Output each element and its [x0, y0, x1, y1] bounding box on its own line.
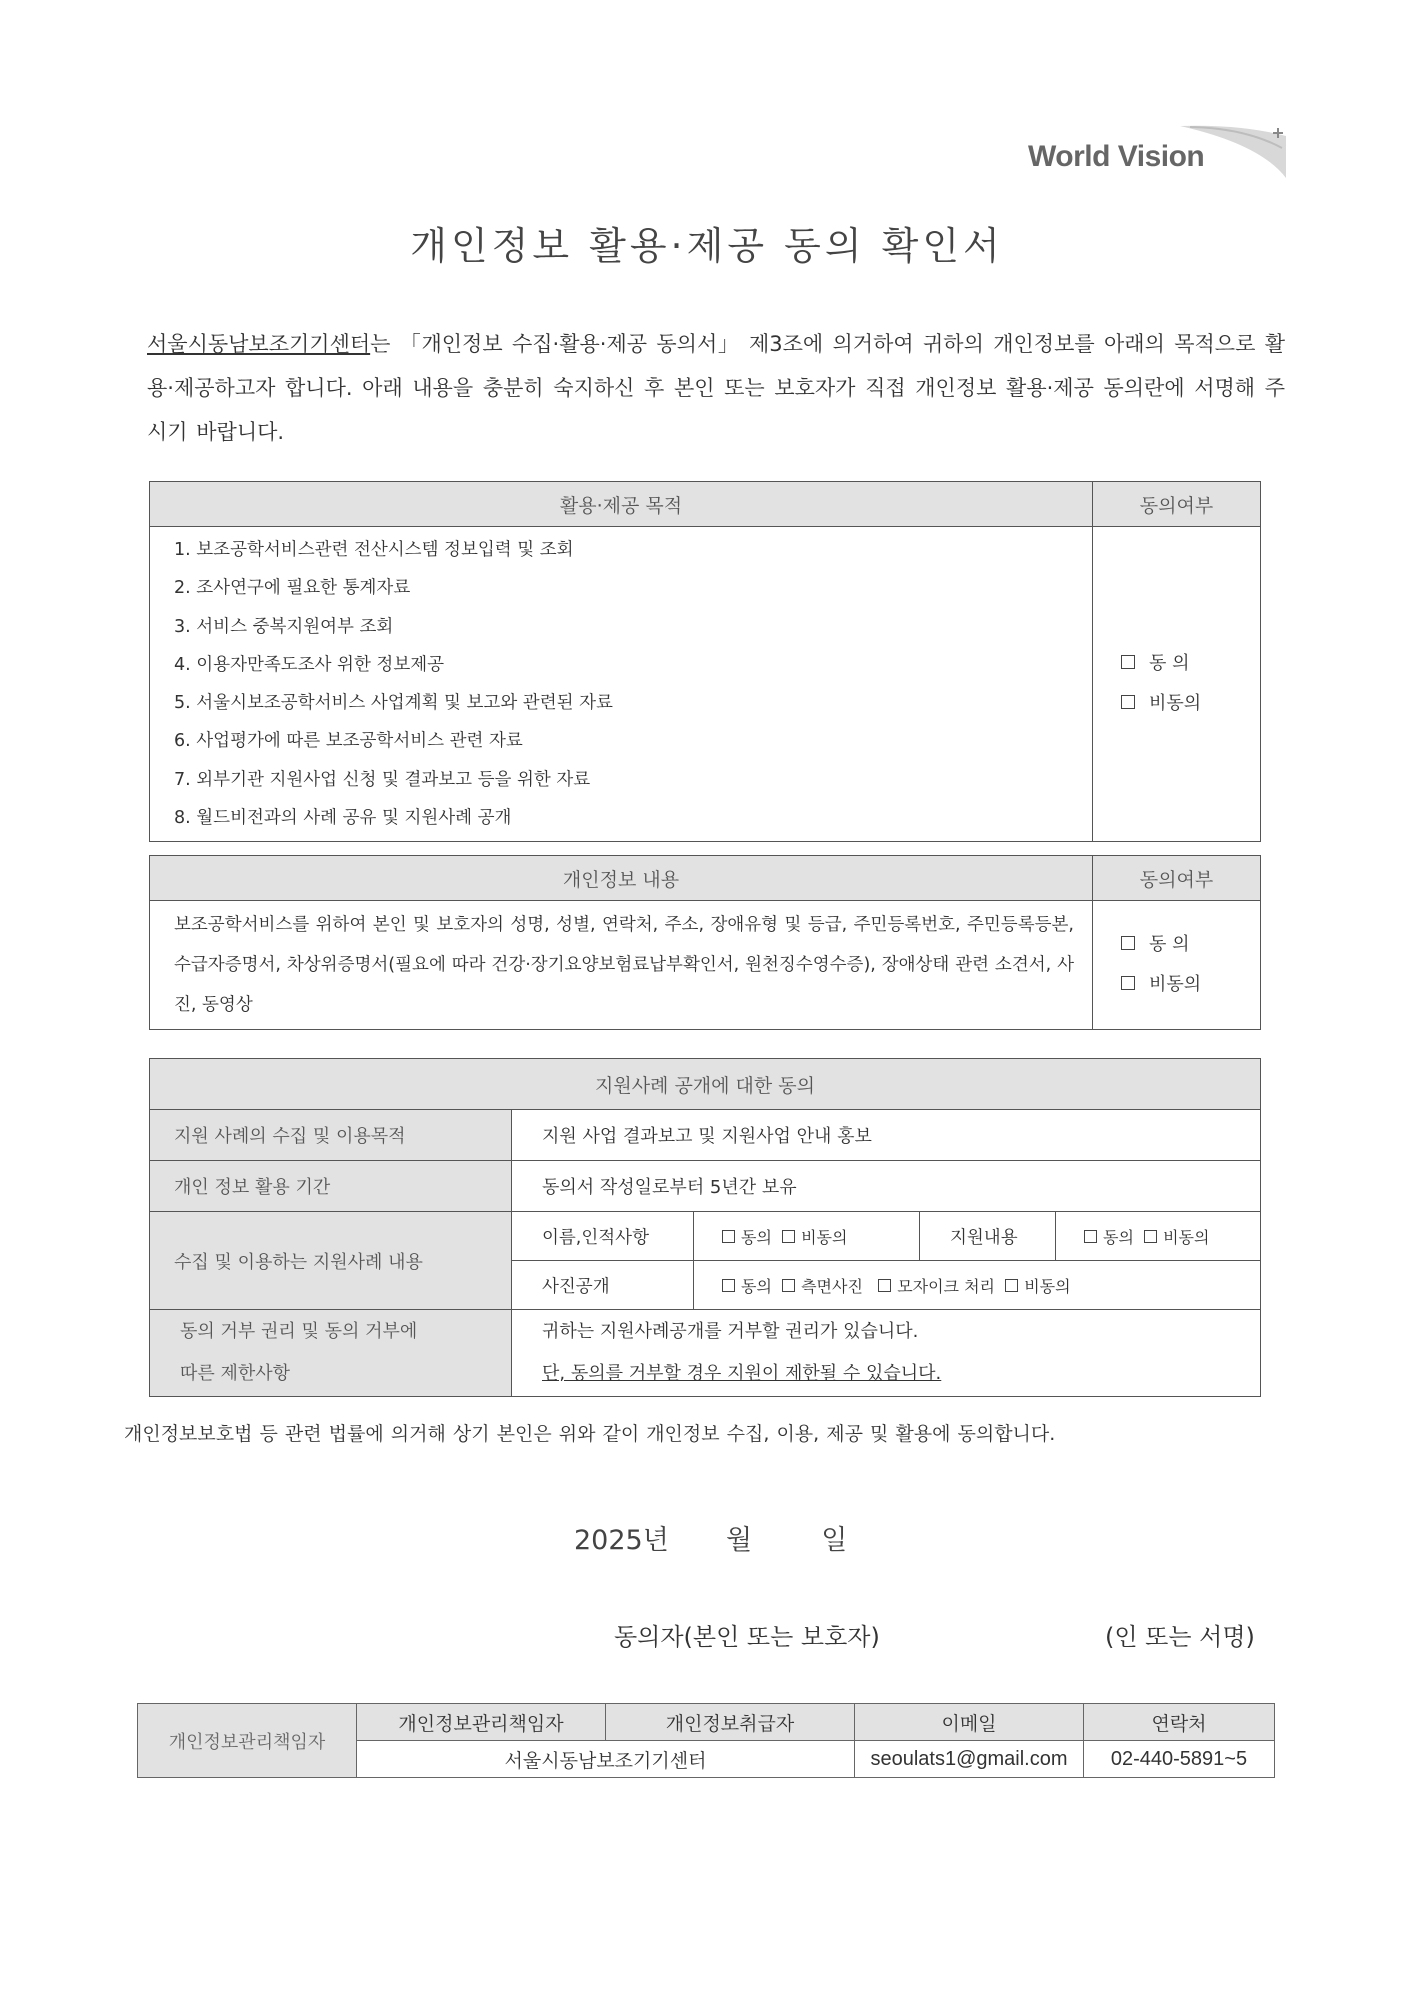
checkbox-icon[interactable] — [782, 1230, 795, 1243]
checkbox-icon[interactable] — [1121, 976, 1135, 990]
checkbox-icon[interactable] — [722, 1279, 735, 1292]
purpose-consent-header: 동의여부 — [1093, 482, 1261, 527]
manager-table — [137, 1703, 1275, 1778]
refusal-value-line1: 귀하는 지원사례공개를 거부할 권리가 있습니다. — [542, 1321, 919, 1342]
agree-label: 동의 — [741, 1276, 772, 1296]
checkbox-icon[interactable] — [878, 1279, 891, 1292]
manager-row-header: 개인정보관리책임자 — [138, 1704, 357, 1778]
agree-label: 동의 — [1103, 1227, 1134, 1247]
intro-org-name: 서울시동남보조기기센터 — [147, 332, 371, 356]
intro-paragraph — [147, 322, 1285, 454]
agree-label: 동 의 — [1149, 934, 1190, 955]
purpose-agree-option[interactable] — [1121, 644, 1259, 684]
date-line — [574, 1518, 847, 1557]
col-email: 이메일 — [855, 1704, 1084, 1741]
disagree-label: 비동의 — [1149, 693, 1202, 715]
checkbox-icon[interactable] — [782, 1279, 795, 1292]
purpose-item-1: 1. 보조공학서비스관련 전산시스템 정보입력 및 조회 — [174, 540, 574, 560]
agree-label: 동 의 — [1149, 653, 1190, 675]
purpose-item-8: 8. 월드비전과의 사례 공유 및 지원사례 공개 — [174, 808, 512, 829]
disagree-label: 비동의 — [1149, 974, 1202, 995]
checkbox-icon[interactable] — [1144, 1230, 1157, 1243]
info-consent-header: 동의여부 — [1093, 856, 1261, 901]
purpose-table — [149, 481, 1261, 842]
case-header: 지원사례 공개에 대한 동의 — [150, 1059, 1261, 1110]
side-photo-label: 측면사진 — [801, 1276, 863, 1296]
disagree-label: 비동의 — [1163, 1227, 1210, 1247]
agree-label: 동의 — [741, 1227, 772, 1247]
mosaic-label: 모자이크 처리 — [897, 1276, 996, 1296]
refusal-label-line2: 따른 제한사항 — [180, 1363, 291, 1384]
personal-info-table — [149, 855, 1261, 1030]
signer-label: 동의자(본인 또는 보호자) — [614, 1623, 880, 1651]
refusal-label-line1: 동의 거부 권리 및 동의 거부에 — [180, 1321, 418, 1342]
checkbox-icon[interactable] — [1121, 695, 1135, 709]
manager-contact: 02-440-5891~5 — [1084, 1741, 1275, 1778]
manager-org: 서울시동남보조기기센터 — [357, 1741, 855, 1778]
case-disclosure-table — [149, 1058, 1261, 1397]
support-content-label: 지원내용 — [920, 1212, 1056, 1261]
photo-label: 사진공개 — [512, 1261, 694, 1310]
purpose-disagree-option[interactable] — [1121, 684, 1259, 724]
disagree-label: 비동의 — [1024, 1276, 1071, 1296]
logo-swoosh-icon — [1170, 122, 1290, 182]
purpose-item-6: 6. 사업평가에 따른 보조공학서비스 관련 자료 — [174, 731, 523, 752]
checkbox-icon[interactable] — [1005, 1279, 1018, 1292]
disagree-label: 비동의 — [801, 1227, 848, 1247]
purpose-list — [150, 527, 1093, 842]
checkbox-icon[interactable] — [1121, 936, 1135, 950]
info-header: 개인정보 내용 — [150, 856, 1093, 901]
checkbox-icon[interactable] — [1121, 655, 1135, 669]
info-disagree-option[interactable] — [1121, 965, 1259, 1005]
refusal-label — [150, 1310, 512, 1397]
col-handler: 개인정보취급자 — [606, 1704, 855, 1741]
info-consent-cell — [1093, 901, 1261, 1030]
document-title: 개인정보 활용·제공 동의 확인서 — [410, 224, 1004, 268]
purpose-header: 활용·제공 목적 — [150, 482, 1093, 527]
name-info-label: 이름,인적사항 — [512, 1212, 694, 1261]
purpose-item-3: 3. 서비스 중복지원여부 조회 — [174, 616, 394, 637]
purpose-item-4: 4. 이용자만족도조사 위한 정보제공 — [174, 654, 445, 675]
intro-text: 는 「개인정보 수집·활용·제공 동의서」 제3조에 의거하여 귀하의 개인정보를 아래의 목적으로 활용·제공하고자 합니다. 아래 내용을 충분히 숙지하신 후 본인 또는 보호자가 직접 개인정보 활용·제공 동의란에 서명해 주시기 바랍니다. — [147, 332, 1285, 444]
purpose-item-2: 2. 조사연구에 필요한 통계자료 — [174, 578, 411, 599]
period-value: 동의서 작성일로부터 5년간 보유 — [512, 1161, 1261, 1212]
checkbox-icon[interactable] — [1084, 1230, 1097, 1243]
world-vision-logo — [1020, 122, 1290, 182]
col-manager: 개인정보관리책임자 — [357, 1704, 606, 1741]
purpose-label: 지원 사례의 수집 및 이용목적 — [150, 1110, 512, 1161]
case-content-label: 수집 및 이용하는 지원사례 내용 — [150, 1212, 512, 1310]
purpose-item-7: 7. 외부기관 지원사업 신청 및 결과보고 등을 위한 자료 — [174, 769, 591, 790]
info-content: 보조공학서비스를 위하여 본인 및 보호자의 성명, 성별, 연락처, 주소, 장애유형 및 등급, 주민등록번호, 주민등록등본, 수급자증명서, 차상위증명서(필요에 따라 건강·장기요양보험료납부확인서, 원천징수영수증), 장애상태 관련 소견서, 사진, 동영상 — [150, 901, 1093, 1030]
support-consent-options — [1056, 1212, 1261, 1261]
refusal-value — [512, 1310, 1261, 1397]
signature-field[interactable]: (인 또는 서명) — [1105, 1623, 1255, 1651]
consent-statement: 개인정보보호법 등 관련 법률에 의거해 상기 본인은 위와 같이 개인정보 수집, 이용, 제공 및 활용에 동의합니다. — [124, 1423, 1056, 1445]
name-consent-options — [694, 1212, 920, 1261]
refusal-value-line2: 단, 동의를 거부할 경우 지원이 제한될 수 있습니다. — [542, 1363, 942, 1384]
info-agree-option[interactable] — [1121, 925, 1259, 965]
period-label: 개인 정보 활용 기간 — [150, 1161, 512, 1212]
col-contact: 연락처 — [1084, 1704, 1275, 1741]
purpose-item-5: 5. 서울시보조공학서비스 사업계획 및 보고와 관련된 자료 — [174, 693, 613, 714]
photo-consent-options — [694, 1261, 1261, 1310]
manager-email: seoulats1@gmail.com — [855, 1741, 1084, 1778]
date-day: 일 — [821, 1525, 848, 1556]
date-year: 2025년 — [574, 1525, 669, 1556]
checkbox-icon[interactable] — [722, 1230, 735, 1243]
date-month: 월 — [725, 1525, 753, 1556]
purpose-value: 지원 사업 결과보고 및 지원사업 안내 홍보 — [512, 1110, 1261, 1161]
purpose-consent-cell — [1093, 527, 1261, 842]
logo-text: World Vision — [1028, 140, 1205, 173]
